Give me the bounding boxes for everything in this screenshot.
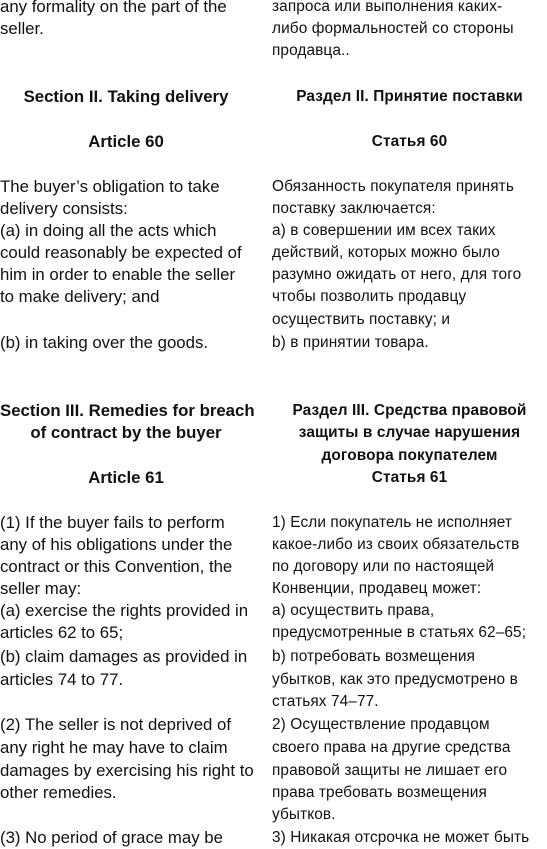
article-61-line: 2) Осуществление продавцом [272,716,490,733]
article-61-line: damages by exercising his right to [0,761,254,780]
article-60-line: him in order to enable the seller [0,265,236,284]
section-3-title: Section III. Remedies for breach [0,401,255,420]
article-61-line: any of his obligations under the [0,535,233,554]
article-60-heading: Article 60 [88,132,164,151]
article-61-line: а) осуществить права, [272,602,435,619]
intro-line: продавца.. [272,42,350,59]
article-60-line: delivery consists: [0,199,128,218]
article-61-line: убытков. [272,806,336,823]
article-61-line: other remedies. [0,783,117,802]
article-60-line: b) в принятии товара. [272,334,429,351]
intro-line: запроса или выполнения каких- [272,0,503,15]
article-61-line: правовой защиты не лишает его [272,762,508,779]
article-60-line: разумно ожидать от него, для того [272,266,522,283]
article-61-heading: Статья 61 [371,469,448,486]
article-60-line: а) в совершении им всех таких [272,222,496,239]
article-60-line: (b) in taking over the goods. [0,333,209,352]
article-60-line: чтобы позволить продавцу [272,288,467,305]
section-2-title: Section II. Taking delivery [23,87,229,106]
article-61-heading: Article 61 [88,468,164,487]
article-60-heading: Статья 60 [371,133,448,150]
article-61-line: права требовать возмещения [272,784,487,801]
intro-line: seller. [0,19,44,38]
article-61-line: 1) Если покупатель не исполняет [272,514,513,531]
article-61-line: 3) Никакая отсрочка не может быть [272,829,530,846]
article-61-line: убытков, как это предусмотрено в [272,671,518,688]
article-61-line: Конвенции, продавец может: [272,580,482,597]
article-61-line: seller may: [0,579,82,598]
article-60-line: Обязанность покупателя принять [272,178,514,195]
article-61-line: any right he may have to claim [0,738,228,757]
article-60-line: to make delivery; and [0,287,160,306]
section-3-title: защиты в случае нарушения [298,424,521,441]
article-61-line: (a) exercise the rights provided in [0,601,249,620]
intro-line: any formality on the part of the [0,0,227,16]
section-3-title: договора покупателем [321,447,498,464]
article-60-line: осуществить поставку; и [272,311,451,328]
article-61-line: (b) claim damages as provided in [0,647,248,666]
article-60-line: could reasonably be expected of [0,243,242,262]
intro-line: либо формальностей со стороны [272,20,514,37]
article-61-line: articles 62 to 65; [0,623,124,642]
article-61-line: предусмотренные в статьях 62–65; [272,624,527,641]
article-61-line: (3) No period of grace may be [0,828,223,847]
section-3-title: Раздел III. Средства правовой [292,402,527,419]
article-61-line: статьях 74–77. [272,693,379,710]
article-61-line: своего права на другие средства [272,739,511,756]
article-61-line: (2) The seller is not deprived of [0,715,232,734]
section-2-title: Раздел II. Принятие поставки [296,88,523,105]
article-60-line: действий, которых можно было [272,244,500,261]
article-60-line: The buyer’s obligation to take [0,177,220,196]
article-61-line: (1) If the buyer fails to perform [0,513,225,532]
article-61-line: articles 74 to 77. [0,670,124,689]
article-60-line: поставку заключается: [272,200,436,217]
article-61-line: b) потребовать возмещения [272,648,476,665]
article-61-line: какое-либо из своих обязательств [272,536,520,553]
section-3-title: of contract by the buyer [30,423,222,442]
article-60-line: (a) in doing all the acts which [0,221,217,240]
article-61-line: contract or this Convention, the [0,557,233,576]
article-61-line: по договору или по настоящей [272,558,495,575]
